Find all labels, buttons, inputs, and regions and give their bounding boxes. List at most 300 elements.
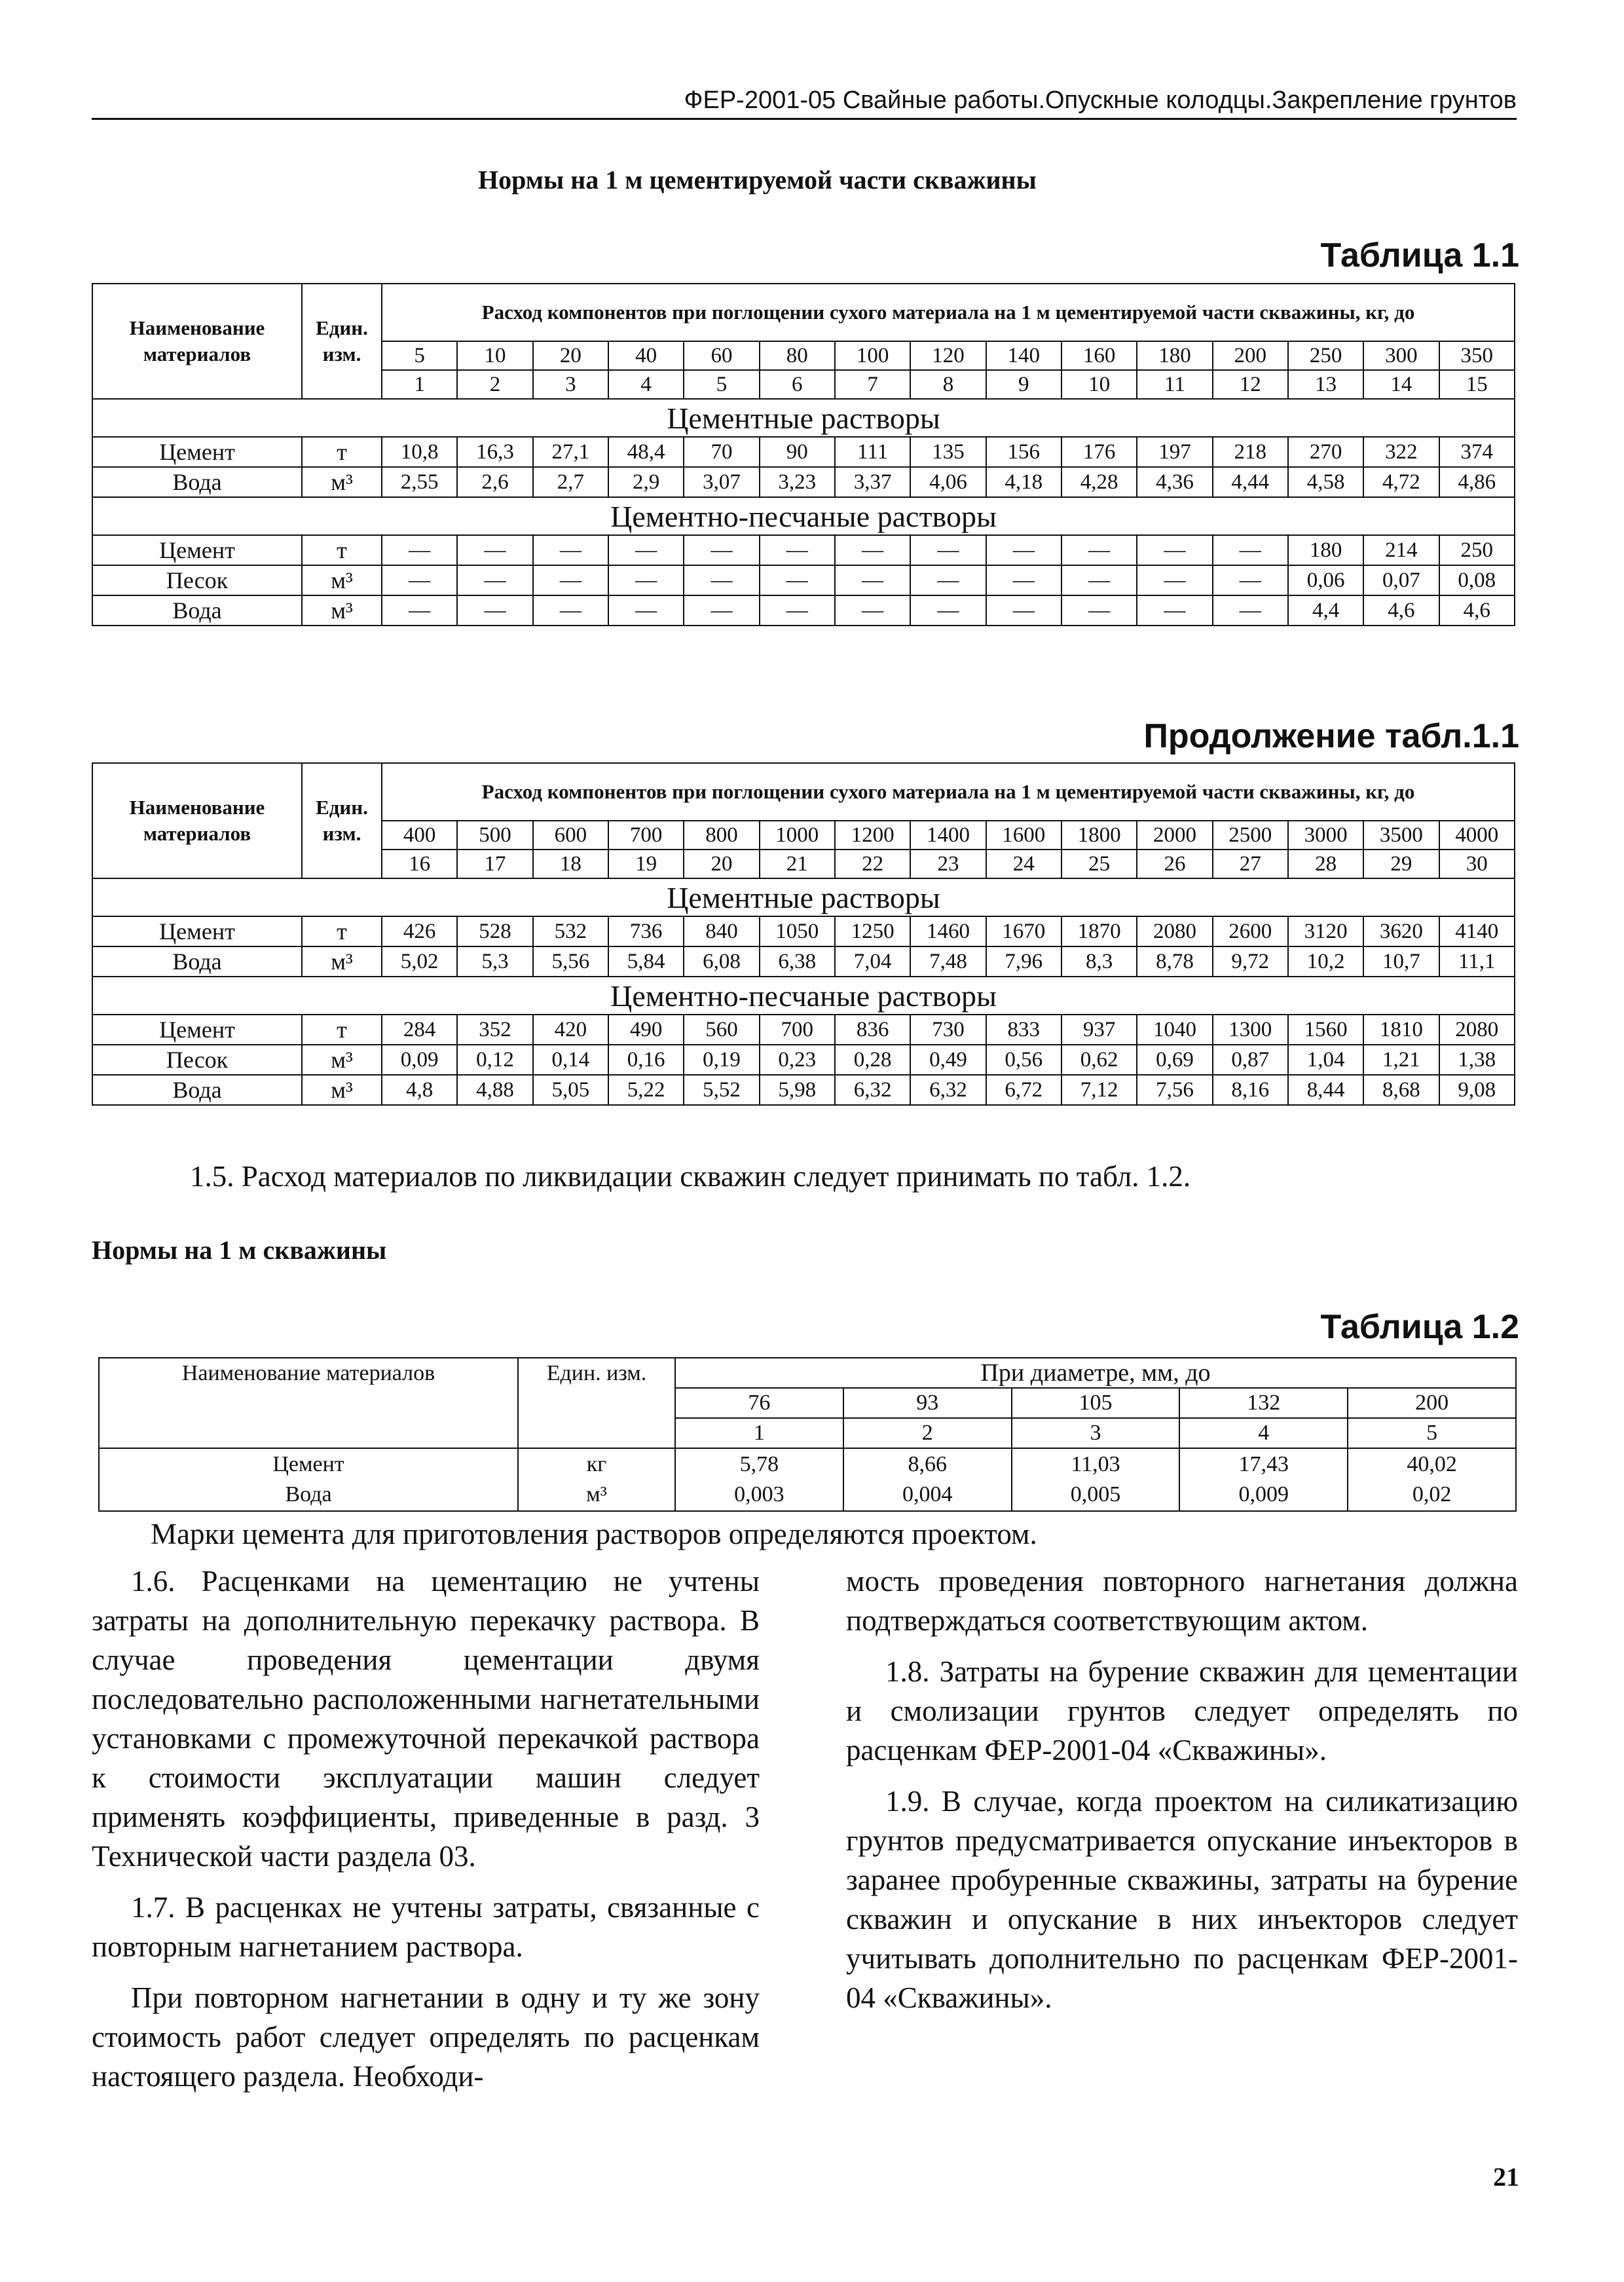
value-cell: 3,37 bbox=[835, 467, 910, 497]
material-unit: м³ bbox=[302, 595, 382, 626]
value-cell: — bbox=[382, 595, 457, 626]
value-cell: — bbox=[910, 565, 986, 595]
header-cell: 93 bbox=[843, 1388, 1012, 1418]
value-cell: 6,38 bbox=[760, 946, 835, 977]
cement-grade-note: Марки цемента для приготовления растворов определяются проектом. bbox=[151, 1518, 1037, 1550]
value-cell: — bbox=[835, 565, 910, 595]
value-cell: 197 bbox=[1137, 437, 1212, 467]
header-cell: 1600 bbox=[986, 821, 1061, 850]
table-1-2-caption: Таблица 1.2 bbox=[1320, 1308, 1519, 1346]
header-cell: 25 bbox=[1061, 850, 1137, 878]
material-name: Песок bbox=[92, 565, 302, 595]
column-header-name: Наименование материалов bbox=[92, 763, 302, 878]
material-name: Вода bbox=[92, 467, 302, 497]
value-cell: 352 bbox=[457, 1015, 532, 1045]
value-cell: — bbox=[1061, 565, 1137, 595]
value-cell: — bbox=[533, 535, 608, 565]
section-title-well: Нормы на 1 м скважины bbox=[92, 1235, 387, 1265]
value-cell: 1,04 bbox=[1288, 1045, 1363, 1075]
value-cell: 5,52 bbox=[684, 1075, 759, 1105]
value-cell: — bbox=[986, 595, 1061, 626]
material-unit: м³ bbox=[302, 467, 382, 497]
value-cell: — bbox=[608, 535, 684, 565]
header-cell: 27 bbox=[1213, 850, 1288, 878]
value-cell: 2,7 bbox=[533, 467, 608, 497]
value-cell: 284 bbox=[382, 1015, 457, 1045]
header-cell: 350 bbox=[1439, 341, 1515, 370]
material-name bbox=[99, 1448, 518, 1511]
section-cement-sand-solutions: Цементно-песчаные растворы bbox=[92, 497, 1515, 535]
header-cell: 5 bbox=[684, 370, 759, 399]
header-cell: 76 bbox=[675, 1388, 843, 1418]
value-cell: 736 bbox=[608, 916, 684, 946]
value-cell: — bbox=[1137, 595, 1212, 626]
header-cell: 30 bbox=[1439, 850, 1515, 878]
value-cell: — bbox=[1137, 535, 1212, 565]
header-cell: 22 bbox=[835, 850, 910, 878]
value-cell: 0,07 bbox=[1363, 565, 1439, 595]
value-cell bbox=[1179, 1448, 1348, 1511]
table-1-2 bbox=[98, 1357, 1517, 1512]
value-cell bbox=[1012, 1448, 1180, 1511]
value-cell: 11,1 bbox=[1439, 946, 1515, 977]
value-cell: 4,44 bbox=[1213, 467, 1288, 497]
material-unit-line: кг bbox=[586, 1452, 607, 1476]
material-unit: т bbox=[302, 916, 382, 946]
table-1-1-continuation bbox=[92, 762, 1515, 1106]
header-cell: 1400 bbox=[910, 821, 986, 850]
paragraph: 1.7. В расценках не учтены затраты, связанные с повторным нагнетанием раствора. bbox=[92, 1891, 760, 1963]
table-row bbox=[92, 437, 1515, 467]
section-cement-solutions: Цементные растворы bbox=[92, 399, 1515, 437]
header-cell: 700 bbox=[608, 821, 684, 850]
value-cell: 4,06 bbox=[910, 467, 986, 497]
value-cell: 7,56 bbox=[1137, 1075, 1212, 1105]
table-row bbox=[92, 1045, 1515, 1075]
value-cell: — bbox=[608, 565, 684, 595]
value-cell: 6,72 bbox=[986, 1075, 1061, 1105]
running-header: ФЕР-2001-05 Свайные работы.Опускные колодцы.Закрепление грунтов bbox=[92, 84, 1517, 120]
header-cell: 500 bbox=[457, 821, 532, 850]
value-cell: — bbox=[1213, 565, 1288, 595]
header-cell: 18 bbox=[533, 850, 608, 878]
value-cell: 5,56 bbox=[533, 946, 608, 977]
header-cell: 2000 bbox=[1137, 821, 1212, 850]
value-cell: — bbox=[1213, 535, 1288, 565]
value-cell: — bbox=[910, 595, 986, 626]
value-cell bbox=[843, 1448, 1012, 1511]
header-cell: 13 bbox=[1288, 370, 1363, 399]
header-cell: 9 bbox=[986, 370, 1061, 399]
value-cell: 1050 bbox=[760, 916, 835, 946]
header-cell: 2 bbox=[843, 1418, 1012, 1448]
value-cell: 135 bbox=[910, 437, 986, 467]
paragraph: мость проведения повторного нагнетания должна подтверждаться соответствующим актом. bbox=[846, 1565, 1518, 1637]
value-cell: 1040 bbox=[1137, 1015, 1212, 1045]
value-cell: 4,86 bbox=[1439, 467, 1515, 497]
value-cell: 250 bbox=[1439, 535, 1515, 565]
header-cell: 5 bbox=[1348, 1418, 1516, 1448]
value-cell: 0,23 bbox=[760, 1045, 835, 1075]
value-cell: 2,55 bbox=[382, 467, 457, 497]
header-cell: 400 bbox=[382, 821, 457, 850]
value-cell: — bbox=[760, 595, 835, 626]
value-cell: 3120 bbox=[1288, 916, 1363, 946]
header-cell: 3 bbox=[533, 370, 608, 399]
value-cell: — bbox=[382, 565, 457, 595]
header-cell: 1000 bbox=[760, 821, 835, 850]
value-cell: 322 bbox=[1363, 437, 1439, 467]
value-cell: — bbox=[1213, 595, 1288, 626]
paragraph: 1.6. Расценками на цементацию не учтены затраты на дополнительную перекачку раствора. В случае проведения цементации двумя последовательно расположенными нагнетательными установками с промежуточной перекачкой раствора к стоимости эксплуатации машин следует применять коэффициенты, приведенные в разд. 3 Технической части раздела 03. bbox=[92, 1565, 760, 1873]
value-cell: 0,87 bbox=[1213, 1045, 1288, 1075]
header-cell: 6 bbox=[760, 370, 835, 399]
value-cell: 528 bbox=[457, 916, 532, 946]
header-cell: 1 bbox=[675, 1418, 843, 1448]
value-cell: — bbox=[1137, 565, 1212, 595]
value-cell: 0,28 bbox=[835, 1045, 910, 1075]
value-cell: 2600 bbox=[1213, 916, 1288, 946]
value-cell: 8,68 bbox=[1363, 1075, 1439, 1105]
header-cell: 1200 bbox=[835, 821, 910, 850]
value-cell: 490 bbox=[608, 1015, 684, 1045]
value-cell: 5,02 bbox=[382, 946, 457, 977]
column-header-unit: Един. изм. bbox=[302, 284, 382, 399]
material-name: Цемент bbox=[92, 916, 302, 946]
value-cell: 2,9 bbox=[608, 467, 684, 497]
value-cell: 218 bbox=[1213, 437, 1288, 467]
header-cell: 2500 bbox=[1213, 821, 1288, 850]
value-cell: 0,56 bbox=[986, 1045, 1061, 1075]
value-cell: 0,49 bbox=[910, 1045, 986, 1075]
table-row bbox=[92, 946, 1515, 977]
value-cell-line: 5,78 bbox=[739, 1452, 779, 1476]
header-cell: 21 bbox=[760, 850, 835, 878]
value-cell: 9,72 bbox=[1213, 946, 1288, 977]
header-cell: 105 bbox=[1012, 1388, 1180, 1418]
header-cell: 11 bbox=[1137, 370, 1212, 399]
value-cell: 840 bbox=[684, 916, 759, 946]
header-cell: 24 bbox=[986, 850, 1061, 878]
header-cell: 4 bbox=[608, 370, 684, 399]
value-cell: 7,96 bbox=[986, 946, 1061, 977]
header-cell: 200 bbox=[1213, 341, 1288, 370]
column-header-name: Наименование материалов bbox=[92, 284, 302, 399]
value-cell: 10,8 bbox=[382, 437, 457, 467]
value-cell: 1300 bbox=[1213, 1015, 1288, 1045]
value-cell: 5,05 bbox=[533, 1075, 608, 1105]
value-cell: — bbox=[457, 535, 532, 565]
value-cell: 270 bbox=[1288, 437, 1363, 467]
table-row bbox=[92, 535, 1515, 565]
value-cell: — bbox=[986, 535, 1061, 565]
column-header-consumption: Расход компонентов при поглощении сухого материала на 1 м цементируемой части скважины, кг, до bbox=[382, 284, 1515, 341]
header-cell: 250 bbox=[1288, 341, 1363, 370]
value-cell: — bbox=[457, 565, 532, 595]
value-cell: 937 bbox=[1061, 1015, 1137, 1045]
value-cell: 0,06 bbox=[1288, 565, 1363, 595]
value-cell: 833 bbox=[986, 1015, 1061, 1045]
header-cell: 40 bbox=[608, 341, 684, 370]
value-cell: — bbox=[684, 535, 759, 565]
material-rows bbox=[99, 1448, 1516, 1511]
value-cell: 560 bbox=[684, 1015, 759, 1045]
value-cell-line: 0,004 bbox=[902, 1482, 953, 1506]
value-cell: 5,84 bbox=[608, 946, 684, 977]
value-cell: — bbox=[533, 565, 608, 595]
value-cell: — bbox=[608, 595, 684, 626]
header-cell: 16 bbox=[382, 850, 457, 878]
value-cell: 4,4 bbox=[1288, 595, 1363, 626]
value-cell: 5,22 bbox=[608, 1075, 684, 1105]
material-name: Цемент bbox=[92, 535, 302, 565]
value-cell: — bbox=[835, 595, 910, 626]
material-unit bbox=[518, 1448, 675, 1511]
value-cell: 420 bbox=[533, 1015, 608, 1045]
value-cell: 176 bbox=[1061, 437, 1137, 467]
material-unit: м³ bbox=[302, 1075, 382, 1105]
value-cell: 4,18 bbox=[986, 467, 1061, 497]
material-unit: т bbox=[302, 1015, 382, 1045]
value-cell: — bbox=[684, 595, 759, 626]
material-name: Цемент bbox=[92, 1015, 302, 1045]
value-cell: 0,09 bbox=[382, 1045, 457, 1075]
value-cell: 16,3 bbox=[457, 437, 532, 467]
header-cell: 19 bbox=[608, 850, 684, 878]
value-cell: 4,28 bbox=[1061, 467, 1137, 497]
table-row bbox=[92, 1015, 1515, 1045]
value-cell: — bbox=[1061, 535, 1137, 565]
header-cell: 7 bbox=[835, 370, 910, 399]
value-cell: — bbox=[986, 565, 1061, 595]
header-cell: 160 bbox=[1061, 341, 1137, 370]
value-cell: 1,38 bbox=[1439, 1045, 1515, 1075]
header-cell: 80 bbox=[760, 341, 835, 370]
header-cell: 600 bbox=[533, 821, 608, 850]
value-cell: 0,19 bbox=[684, 1045, 759, 1075]
header-cell: 29 bbox=[1363, 850, 1439, 878]
column-header-consumption: Расход компонентов при поглощении сухого материала на 1 м цементируемой части скважины, кг, до bbox=[382, 763, 1515, 821]
header-cell: 4000 bbox=[1439, 821, 1515, 850]
value-cell: 10,7 bbox=[1363, 946, 1439, 977]
value-cell-line: 0,02 bbox=[1412, 1482, 1452, 1506]
value-cell-line: 0,003 bbox=[734, 1482, 784, 1506]
header-cell: 3000 bbox=[1288, 821, 1363, 850]
header-cell: 132 bbox=[1179, 1388, 1348, 1418]
column-header-unit: Един. изм. bbox=[518, 1358, 675, 1448]
value-cell: — bbox=[760, 535, 835, 565]
material-name: Вода bbox=[92, 1075, 302, 1105]
paragraph: 1.9. В случае, когда проектом на силикатизацию грунтов предусматривается опускание инъекторов в заранее пробуренные скважины, затраты на бурение скважин и опускание в них инъекторов следует учитывать дополнительно по расценкам ФЕР-2001-04 «Скважины». bbox=[846, 1785, 1518, 2014]
table-row bbox=[92, 595, 1515, 626]
paragraph: При повторном нагнетании в одну и ту же зону стоимость работ следует определять по расценкам настоящего раздела. Необходи- bbox=[92, 1981, 760, 2093]
value-cell: — bbox=[533, 595, 608, 626]
page-number: 21 bbox=[1493, 2162, 1519, 2192]
section-title-cementation: Нормы на 1 м цементируемой части скважины bbox=[478, 165, 1037, 195]
value-cell: — bbox=[1061, 595, 1137, 626]
value-cell: 426 bbox=[382, 916, 457, 946]
header-cell: 14 bbox=[1363, 370, 1439, 399]
column-header-diameter: При диаметре, мм, до bbox=[675, 1358, 1516, 1388]
value-cell: 10,2 bbox=[1288, 946, 1363, 977]
header-cell: 10 bbox=[1061, 370, 1137, 399]
value-cell-line: 0,009 bbox=[1238, 1482, 1289, 1506]
paragraph: 1.8. Затраты на бурение скважин для цементации и смолизации грунтов следует определять по расценкам ФЕР-2001-04 «Скважины». bbox=[846, 1655, 1518, 1767]
value-cell: 0,16 bbox=[608, 1045, 684, 1075]
header-cell: 3 bbox=[1012, 1418, 1180, 1448]
header-cell: 2 bbox=[457, 370, 532, 399]
header-cell: 20 bbox=[533, 341, 608, 370]
table-1-1-continuation-caption: Продолжение табл.1.1 bbox=[1143, 717, 1519, 755]
column-header-name: Наименование материалов bbox=[99, 1358, 518, 1448]
value-cell: 3,23 bbox=[760, 467, 835, 497]
value-cell: — bbox=[382, 535, 457, 565]
value-cell: 1670 bbox=[986, 916, 1061, 946]
value-cell: 4,88 bbox=[457, 1075, 532, 1105]
column-header-unit: Един. изм. bbox=[302, 763, 382, 878]
value-cell: 4140 bbox=[1439, 916, 1515, 946]
header-cell: 180 bbox=[1137, 341, 1212, 370]
value-cell: 111 bbox=[835, 437, 910, 467]
value-cell: 7,12 bbox=[1061, 1075, 1137, 1105]
value-cell-line: 8,66 bbox=[908, 1452, 947, 1476]
value-cell: 7,48 bbox=[910, 946, 986, 977]
header-cell: 20 bbox=[684, 850, 759, 878]
value-cell: 4,6 bbox=[1363, 595, 1439, 626]
header-cell: 1800 bbox=[1061, 821, 1137, 850]
value-cell: — bbox=[835, 535, 910, 565]
value-cell: 9,08 bbox=[1439, 1075, 1515, 1105]
value-cell: 4,36 bbox=[1137, 467, 1212, 497]
value-cell: 5,98 bbox=[760, 1075, 835, 1105]
material-name-line: Цемент bbox=[272, 1452, 344, 1476]
material-name: Цемент bbox=[92, 437, 302, 467]
value-cell: — bbox=[684, 565, 759, 595]
header-cell: 100 bbox=[835, 341, 910, 370]
value-cell: 6,32 bbox=[835, 1075, 910, 1105]
value-cell: 8,44 bbox=[1288, 1075, 1363, 1105]
value-cell: 0,69 bbox=[1137, 1045, 1212, 1075]
value-cell: 4,72 bbox=[1363, 467, 1439, 497]
value-cell: — bbox=[910, 535, 986, 565]
table-1-1 bbox=[92, 283, 1515, 626]
material-unit-line: м³ bbox=[586, 1482, 607, 1506]
header-cell: 10 bbox=[457, 341, 532, 370]
header-cell: 26 bbox=[1137, 850, 1212, 878]
header-cell: 23 bbox=[910, 850, 986, 878]
material-unit: м³ bbox=[302, 946, 382, 977]
header-cell: 15 bbox=[1439, 370, 1515, 399]
section-cement-solutions: Цементные растворы bbox=[92, 878, 1515, 916]
table-row bbox=[92, 565, 1515, 595]
value-cell: 1560 bbox=[1288, 1015, 1363, 1045]
left-column-text bbox=[92, 1562, 760, 2096]
value-cell: 1460 bbox=[910, 916, 986, 946]
value-cell: 4,58 bbox=[1288, 467, 1363, 497]
value-cell: 532 bbox=[533, 916, 608, 946]
material-name-line: Вода bbox=[285, 1482, 332, 1506]
header-cell: 60 bbox=[684, 341, 759, 370]
value-cell: 1870 bbox=[1061, 916, 1137, 946]
material-name: Песок bbox=[92, 1045, 302, 1075]
header-cell: 200 bbox=[1348, 1388, 1516, 1418]
value-cell-line: 40,02 bbox=[1407, 1452, 1457, 1476]
value-cell: 0,14 bbox=[533, 1045, 608, 1075]
value-cell: 730 bbox=[910, 1015, 986, 1045]
value-cell: 374 bbox=[1439, 437, 1515, 467]
value-cell: 48,4 bbox=[608, 437, 684, 467]
value-cell: 2080 bbox=[1137, 916, 1212, 946]
table-row bbox=[92, 916, 1515, 946]
value-cell: 0,12 bbox=[457, 1045, 532, 1075]
value-cell: 180 bbox=[1288, 535, 1363, 565]
header-cell: 120 bbox=[910, 341, 986, 370]
value-cell: 214 bbox=[1363, 535, 1439, 565]
value-cell: 5,3 bbox=[457, 946, 532, 977]
material-unit: т bbox=[302, 535, 382, 565]
header-cell: 800 bbox=[684, 821, 759, 850]
value-cell: 6,08 bbox=[684, 946, 759, 977]
header-cell: 4 bbox=[1179, 1418, 1348, 1448]
value-cell: 7,04 bbox=[835, 946, 910, 977]
header-cell: 12 bbox=[1213, 370, 1288, 399]
material-unit: м³ bbox=[302, 1045, 382, 1075]
value-cell: 4,6 bbox=[1439, 595, 1515, 626]
value-cell: 2,6 bbox=[457, 467, 532, 497]
value-cell: 90 bbox=[760, 437, 835, 467]
value-cell-line: 0,005 bbox=[1070, 1482, 1121, 1506]
material-name: Вода bbox=[92, 595, 302, 626]
paragraph-1-5: 1.5. Расход материалов по ликвидации скважин следует принимать по табл. 1.2. bbox=[190, 1160, 1191, 1193]
right-column-text bbox=[846, 1562, 1518, 2017]
section-cement-sand-solutions: Цементно-песчаные растворы bbox=[92, 977, 1515, 1015]
value-cell: 2080 bbox=[1439, 1015, 1515, 1045]
value-cell: — bbox=[760, 565, 835, 595]
value-cell: 1810 bbox=[1363, 1015, 1439, 1045]
value-cell bbox=[675, 1448, 843, 1511]
value-cell: 0,62 bbox=[1061, 1045, 1137, 1075]
header-cell: 3500 bbox=[1363, 821, 1439, 850]
header-cell: 17 bbox=[457, 850, 532, 878]
value-cell: 0,08 bbox=[1439, 565, 1515, 595]
value-cell bbox=[1348, 1448, 1516, 1511]
header-cell: 8 bbox=[910, 370, 986, 399]
header-cell: 300 bbox=[1363, 341, 1439, 370]
material-name: Вода bbox=[92, 946, 302, 977]
material-unit: м³ bbox=[302, 565, 382, 595]
value-cell: 6,32 bbox=[910, 1075, 986, 1105]
value-cell: — bbox=[457, 595, 532, 626]
table-1-1-caption: Таблица 1.1 bbox=[1320, 236, 1519, 274]
value-cell: 156 bbox=[986, 437, 1061, 467]
value-cell: 1,21 bbox=[1363, 1045, 1439, 1075]
header-cell: 5 bbox=[382, 341, 457, 370]
value-cell: 3,07 bbox=[684, 467, 759, 497]
value-cell-line: 17,43 bbox=[1238, 1452, 1289, 1476]
table-row bbox=[92, 1075, 1515, 1105]
value-cell: 70 bbox=[684, 437, 759, 467]
value-cell: 8,3 bbox=[1061, 946, 1137, 977]
value-cell-line: 11,03 bbox=[1071, 1452, 1120, 1476]
material-unit: т bbox=[302, 437, 382, 467]
header-cell: 28 bbox=[1288, 850, 1363, 878]
header-cell: 140 bbox=[986, 341, 1061, 370]
value-cell: 4,8 bbox=[382, 1075, 457, 1105]
value-cell: 1250 bbox=[835, 916, 910, 946]
value-cell: 27,1 bbox=[533, 437, 608, 467]
value-cell: 8,78 bbox=[1137, 946, 1212, 977]
value-cell: 8,16 bbox=[1213, 1075, 1288, 1105]
